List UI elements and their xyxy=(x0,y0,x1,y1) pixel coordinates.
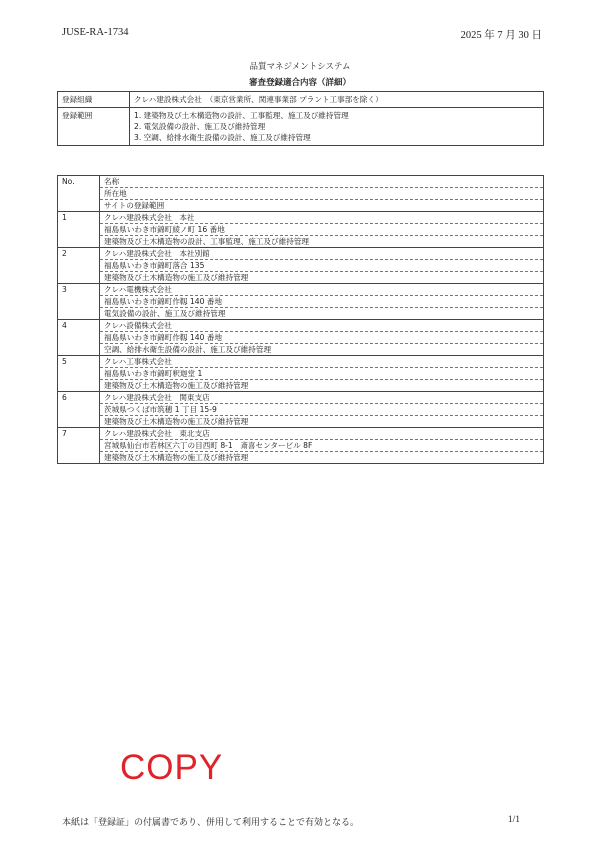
site-name: クレハ建設株式会社 関東支店 xyxy=(100,392,543,404)
sites-header-body xyxy=(100,176,544,212)
site-name: クレハ建設株式会社 東北支店 xyxy=(100,428,543,440)
registration-scope-row xyxy=(58,108,544,146)
name-header: 名称 xyxy=(100,176,543,188)
footer-note: 本紙は「登録証」の付属書であり、併用して利用することで有効となる。 xyxy=(62,817,360,827)
site-no: 2 xyxy=(58,248,100,284)
scope-value xyxy=(130,108,544,146)
site-no: 4 xyxy=(58,320,100,356)
site-no: 5 xyxy=(58,356,100,392)
scope-line: 3. 空調、給排水衛生設備の設計、施工及び維持管理 xyxy=(134,133,311,142)
site-address: 宮城県仙台市若林区六丁の目西町 8-1 斎喜センタービル 8F xyxy=(100,440,543,452)
site-row xyxy=(58,212,544,248)
site-scope: 建築物及び土木構造物の施工及び維持管理 xyxy=(104,381,249,390)
site-row xyxy=(58,392,544,428)
document-title: 品質マネジメントシステム xyxy=(249,62,351,72)
document-subtitle: 審査登録適合内容（詳細） xyxy=(248,78,351,88)
site-body xyxy=(100,428,544,464)
site-body xyxy=(100,320,544,356)
site-address: 福島県いわき市錦町綾ノ町 16 番地 xyxy=(100,224,543,236)
site-name: クレハ電機株式会社 xyxy=(100,284,543,296)
site-address: 福島県いわき市錦町落合 135 xyxy=(100,260,543,272)
sites-table xyxy=(57,175,544,464)
site-address: 福島県いわき市錦町釈迦堂 1 xyxy=(100,368,543,380)
site-name: クレハ設備株式会社 xyxy=(100,320,543,332)
org-value-text: クレハ建設株式会社 （東京営業所、関連事業部 プラント工事部を除く） xyxy=(134,95,383,104)
site-scope: 電気設備の設計、施工及び維持管理 xyxy=(104,309,226,318)
site-name: クレハ建設株式会社 本社 xyxy=(100,212,543,224)
site-scope: 空調、給排水衛生設備の設計、施工及び維持管理 xyxy=(104,345,272,354)
site-scope: 建築物及び土木構造物の施工及び維持管理 xyxy=(104,417,249,426)
site-body xyxy=(100,392,544,428)
scope-header: サイトの登録範囲 xyxy=(104,201,165,210)
registration-org-row xyxy=(58,92,544,108)
site-scope: 建築物及び土木構造物の施工及び維持管理 xyxy=(104,453,249,462)
scope-line: 2. 電気設備の設計、施工及び維持管理 xyxy=(134,122,266,131)
site-no: 3 xyxy=(58,284,100,320)
document-id: JUSE-RA-1734 xyxy=(62,27,129,38)
site-address: 福島県いわき市錦町作靱 140 番地 xyxy=(100,332,543,344)
page-number: 1/1 xyxy=(507,815,520,825)
site-row xyxy=(58,284,544,320)
org-label: 登録組織 xyxy=(58,92,130,108)
site-no: 7 xyxy=(58,428,100,464)
org-value xyxy=(130,92,544,108)
site-name: クレハ建設株式会社 本社別館 xyxy=(100,248,543,260)
site-scope: 建築物及び土木構造物の設計、工事監理、施工及び維持管理 xyxy=(104,237,310,246)
site-address: 茨城県つくば市筑穂 1 丁目 15-9 xyxy=(100,404,543,416)
site-row xyxy=(58,248,544,284)
site-row xyxy=(58,428,544,464)
site-body xyxy=(100,248,544,284)
document-date: 2025 年 7 月 30 日 xyxy=(460,30,542,41)
scope-label: 登録範囲 xyxy=(58,108,130,146)
address-header: 所在地 xyxy=(100,188,543,200)
site-name: クレハ工事株式会社 xyxy=(100,356,543,368)
site-no: 6 xyxy=(58,392,100,428)
site-address: 福島県いわき市錦町作靱 140 番地 xyxy=(100,296,543,308)
site-body xyxy=(100,284,544,320)
copy-stamp: COPY xyxy=(120,748,224,787)
site-no: 1 xyxy=(58,212,100,248)
site-row xyxy=(58,320,544,356)
no-header: No. xyxy=(58,176,100,212)
registration-table xyxy=(57,91,544,146)
sites-header-row xyxy=(58,176,544,212)
site-row xyxy=(58,356,544,392)
scope-line: 1. 建築物及び土木構造物の設計、工事監理、施工及び維持管理 xyxy=(134,111,349,120)
site-scope: 建築物及び土木構造物の施工及び維持管理 xyxy=(104,273,249,282)
site-body xyxy=(100,212,544,248)
site-body xyxy=(100,356,544,392)
